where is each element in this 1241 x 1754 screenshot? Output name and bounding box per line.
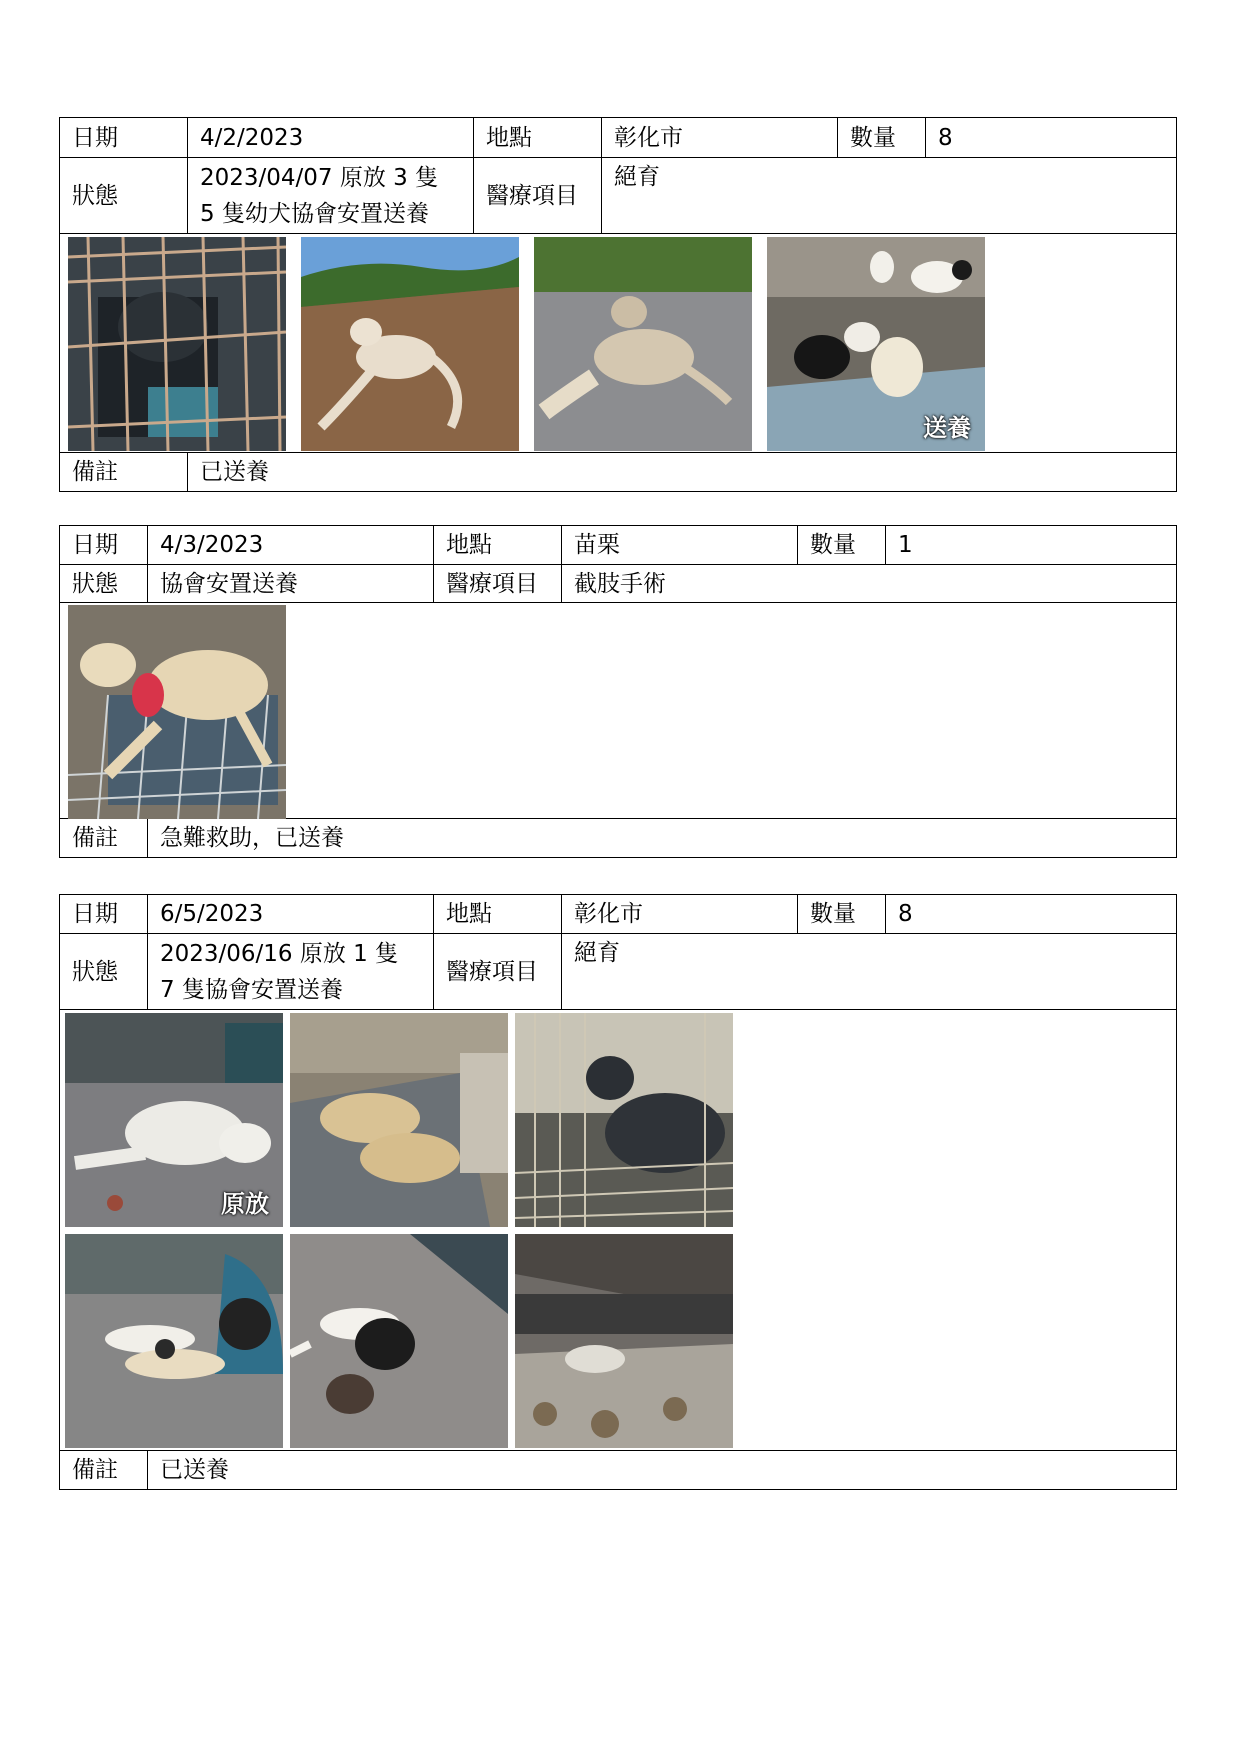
photo-row [60, 234, 1176, 453]
status-label: 狀態 [60, 158, 188, 233]
dog-under-structure-photo [515, 1234, 733, 1448]
date-label: 日期 [60, 526, 148, 564]
quantity-label: 數量 [838, 118, 926, 157]
white-dog-sleeping-photo [65, 1013, 283, 1227]
medical-label: 醫療項目 [474, 158, 602, 233]
status-line: 2023/04/07 原放 3 隻 [200, 164, 439, 191]
status-label: 狀態 [60, 565, 148, 602]
date-value: 6/5/2023 [148, 895, 434, 933]
remarks-value: 急難救助，已送養 [160, 825, 344, 851]
puppies-photo [767, 237, 985, 451]
medical-label: 醫療項目 [434, 934, 562, 1009]
location-label: 地點 [474, 118, 602, 157]
medical-value: 絕育 [614, 164, 660, 190]
record-2 [59, 525, 1177, 858]
status-line: 2023/06/16 原放 1 隻 [160, 940, 399, 967]
quantity-label: 數量 [798, 895, 886, 933]
location-value: 彰化市 [602, 118, 838, 157]
quantity-value: 8 [898, 901, 913, 927]
status-label: 狀態 [60, 934, 148, 1009]
remarks-label: 備註 [60, 1451, 148, 1489]
photo-caption: 送養 [923, 414, 971, 442]
record-1 [59, 117, 1177, 492]
medical-value: 絕育 [574, 940, 620, 966]
location-value: 苗栗 [562, 526, 798, 564]
remarks-value: 已送養 [160, 1457, 229, 1483]
two-dogs-by-car-photo [65, 1234, 283, 1448]
status-value [148, 934, 434, 1009]
injured-dog-on-cage-photo [68, 605, 286, 819]
location-label: 地點 [434, 526, 562, 564]
status-value: 協會安置送養 [148, 565, 434, 602]
status-line: 5 隻幼犬協會安置送養 [200, 200, 429, 227]
medical-value: 截肢手術 [574, 570, 666, 597]
status-line: 7 隻協會安置送養 [160, 976, 343, 1003]
quantity-value: 1 [898, 532, 913, 558]
photo-row [60, 603, 1176, 819]
photo-caption: 原放 [221, 1190, 269, 1218]
status-value [188, 158, 474, 233]
location-value: 彰化市 [562, 895, 798, 933]
sedated-dog-on-road-photo [534, 237, 752, 451]
record-3 [59, 894, 1177, 1490]
sedated-dog-on-leaves-photo [301, 237, 519, 451]
date-value: 4/2/2023 [188, 118, 474, 157]
black-dog-in-cage-photo [515, 1013, 733, 1227]
remarks-value: 已送養 [200, 459, 269, 485]
black-white-dog-on-road-photo [290, 1234, 508, 1448]
photo-row [60, 1010, 1176, 1451]
quantity-label: 數量 [798, 526, 886, 564]
medical-label: 醫療項目 [434, 565, 562, 602]
remarks-label: 備註 [60, 453, 188, 491]
dogs-on-surgery-table-photo [290, 1013, 508, 1227]
date-label: 日期 [60, 895, 148, 933]
location-label: 地點 [434, 895, 562, 933]
date-value: 4/3/2023 [148, 526, 434, 564]
date-label: 日期 [60, 118, 188, 157]
dog-in-cage-photo [68, 237, 286, 451]
quantity-value: 8 [938, 124, 953, 151]
remarks-label: 備註 [60, 819, 148, 857]
